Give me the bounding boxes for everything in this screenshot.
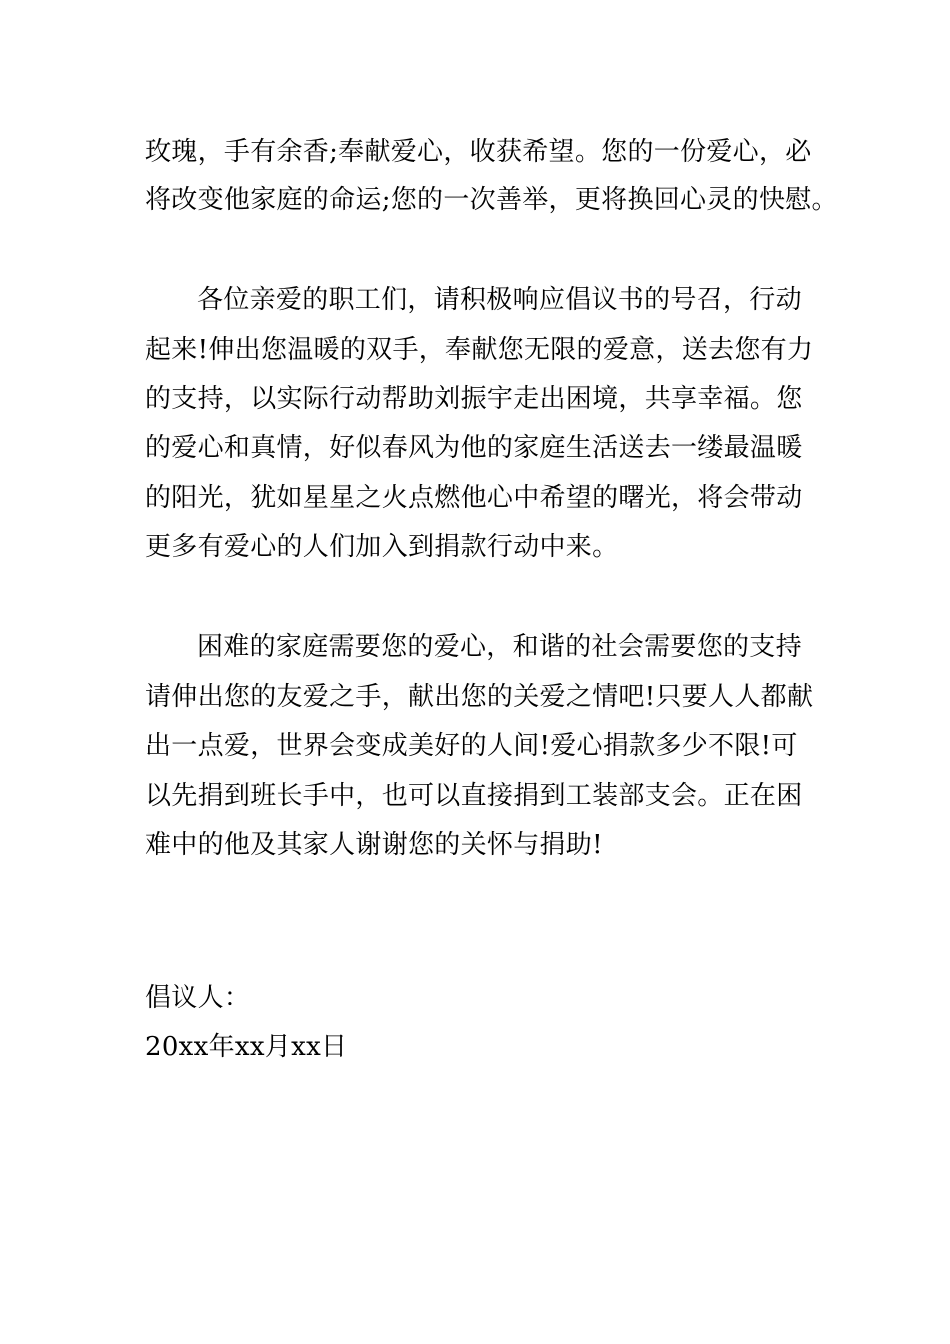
paragraph-1-line-1: 玫瑰，手有余香;奉献爱心，收获希望。您的一份爱心，必 (145, 137, 812, 167)
paragraph-3-line-3: 出一点爱，世界会变成美好的人间!爱心捐款多少不限!可 (145, 731, 798, 761)
paragraph-2-line-2: 起来!伸出您温暖的双手，奉献您无限的爱意，送去您有力 (145, 335, 814, 365)
paragraph-2-line-1: 各位亲爱的职工们，请积极响应倡议书的号召，行动 (197, 285, 802, 315)
paragraph-3-line-2: 请伸出您的友爱之手，献出您的关爱之情吧!只要人人都献 (145, 682, 814, 712)
paragraph-3-line-1: 困难的家庭需要您的爱心，和谐的社会需要您的支持 (197, 632, 802, 662)
paragraph-3-line-5: 难中的他及其家人谢谢您的关怀与捐助! (145, 830, 603, 860)
signature-label: 倡议人： (145, 983, 251, 1013)
paragraph-2-line-6: 更多有爱心的人们加入到捐款行动中来。 (145, 532, 619, 562)
signature-date: 20xx年xx月xx日 (145, 1032, 348, 1062)
paragraph-2-line-4: 的爱心和真情，好似春风为他的家庭生活送去一缕最温暖 (145, 433, 803, 463)
paragraph-1-line-2: 将改变他家庭的命运;您的一次善举，更将换回心灵的快慰。 (145, 185, 838, 215)
paragraph-2-line-5: 的阳光，犹如星星之火点燃他心中希望的曙光，将会带动 (145, 483, 803, 513)
paragraph-3-line-4: 以先捐到班长手中，也可以直接捐到工装部支会。正在困 (145, 781, 803, 811)
paragraph-2-line-3: 的支持，以实际行动帮助刘振宇走出困境，共享幸福。您 (145, 384, 803, 414)
